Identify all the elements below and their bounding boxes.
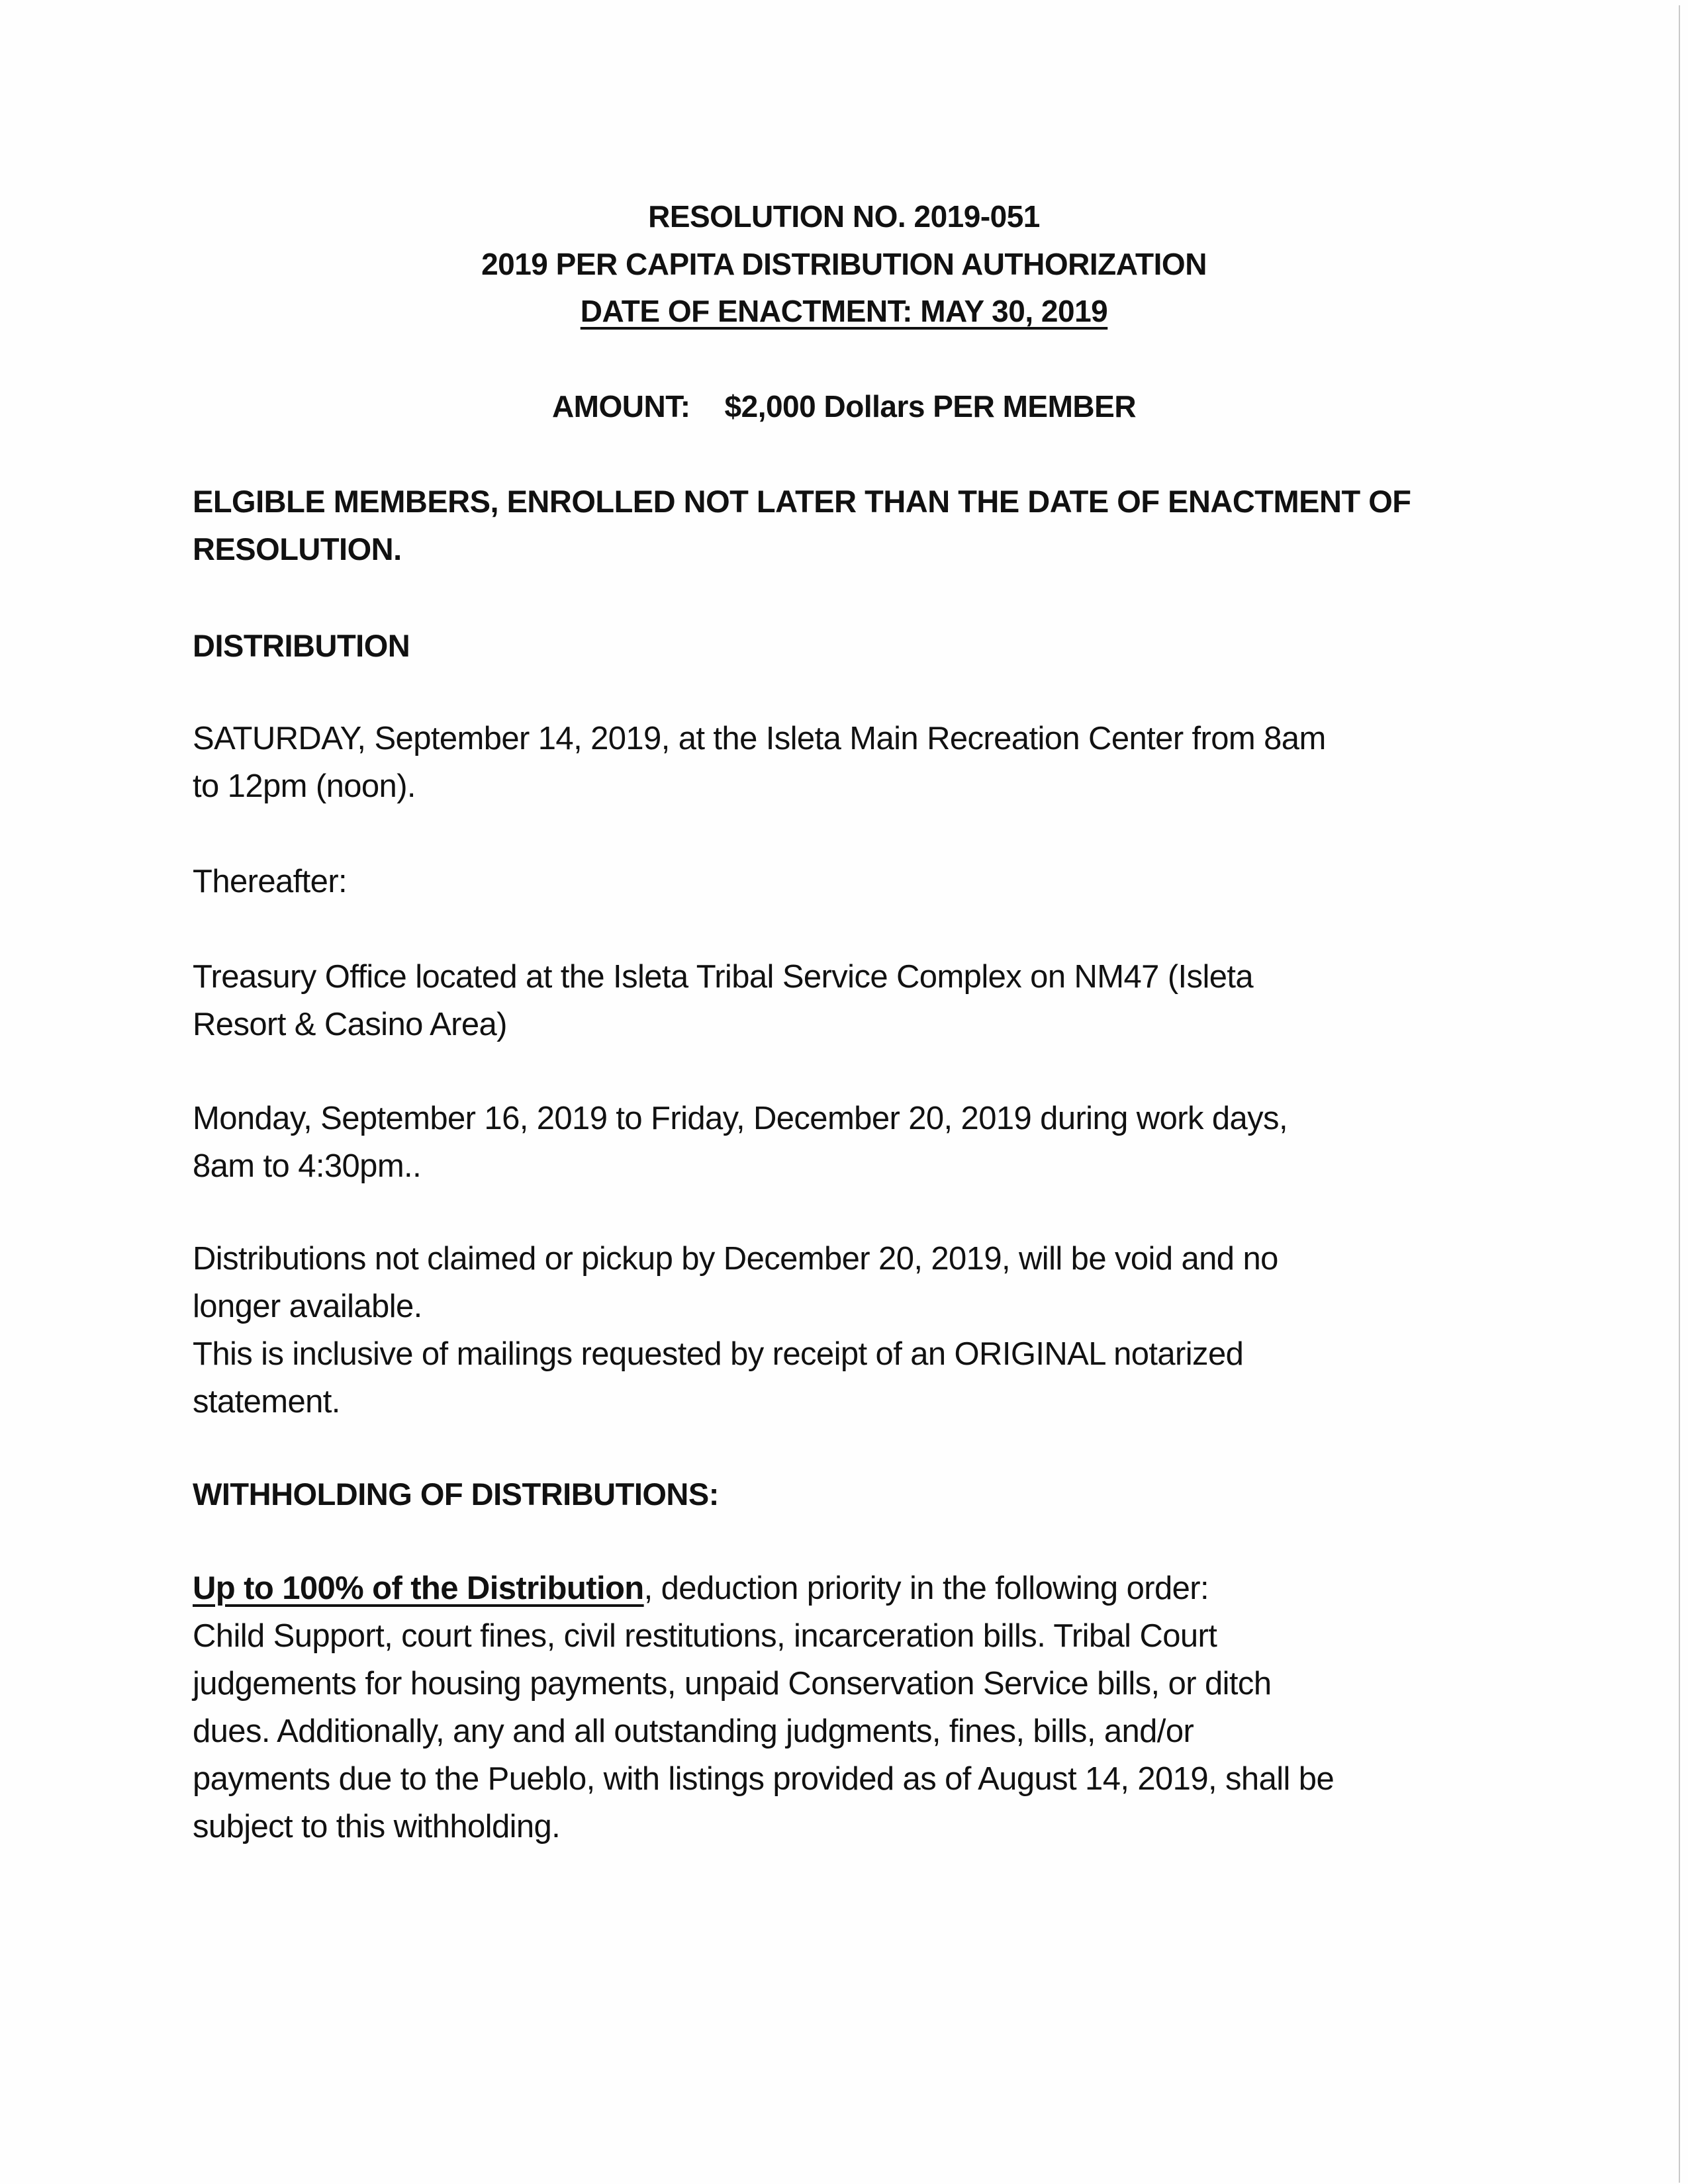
void-line: statement. (193, 1384, 340, 1420)
weekday-line: Monday, September 16, 2019 to Friday, December 20, 2019 during work days, (193, 1101, 1288, 1136)
weekday-line: 8am to 4:30pm.. (193, 1148, 422, 1184)
amount-label: AMOUNT: (551, 389, 690, 424)
thereafter-label (193, 858, 347, 905)
void-notice (193, 1235, 1278, 1426)
enactment-date-text: DATE OF ENACTMENT: MAY 30, 2019 (580, 294, 1108, 328)
eligibility-statement (193, 478, 1411, 573)
saturday-distribution (193, 715, 1326, 810)
void-line: This is inclusive of mailings requested by receipt of an ORIGINAL notarized (193, 1336, 1244, 1372)
eligibility-line: ELGIBLE MEMBERS, ENROLLED NOT LATER THAN THE DATE OF ENACTMENT OF (193, 484, 1411, 519)
amount-value: $2,000 Dollars PER MEMBER (724, 389, 1137, 424)
withholding-body (193, 1565, 1334, 1850)
amount-line (0, 388, 1688, 424)
treasury-office-location (193, 953, 1253, 1048)
withholding-line: judgements for housing payments, unpaid Conservation Service bills, or ditch (193, 1666, 1272, 1702)
scan-edge-shadow (1679, 5, 1680, 2183)
withholding-heading-text: WITHHOLDING OF DISTRIBUTIONS: (193, 1477, 719, 1512)
withholding-lead-rest: , deduction priority in the following order: (643, 1570, 1209, 1606)
void-line: longer available. (193, 1289, 422, 1324)
treasury-line: Treasury Office located at the Isleta Tribal Service Complex on NM47 (Isleta (193, 959, 1254, 995)
enactment-date (0, 293, 1688, 329)
withholding-line: payments due to the Pueblo, with listings provided as of August 14, 2019, shall be (193, 1761, 1335, 1797)
withholding-lead-line (193, 1565, 1334, 1612)
distribution-heading (193, 622, 410, 670)
distribution-heading-text: DISTRIBUTION (193, 628, 410, 663)
void-line: Distributions not claimed or pickup by December 20, 2019, will be void and no (193, 1241, 1278, 1277)
document-title: 2019 PER CAPITA DISTRIBUTION AUTHORIZATION (481, 247, 1207, 281)
withholding-line: dues. Additionally, any and all outstanding judgments, fines, bills, and/or (193, 1713, 1194, 1749)
resolution-number: RESOLUTION NO. 2019-051 (648, 199, 1040, 234)
withholding-lead-underlined: Up to 100% of the Distribution (193, 1570, 644, 1606)
weekday-schedule (193, 1095, 1288, 1190)
eligibility-line: RESOLUTION. (193, 531, 402, 567)
saturday-line: SATURDAY, September 14, 2019, at the Isleta Main Recreation Center from 8am (193, 721, 1326, 756)
withholding-heading (193, 1471, 719, 1518)
withholding-line: Child Support, court fines, civil restitutions, incarceration bills. Tribal Court (193, 1618, 1217, 1654)
thereafter-text: Thereafter: (193, 864, 348, 899)
treasury-line: Resort & Casino Area) (193, 1007, 507, 1042)
withholding-line: subject to this withholding. (193, 1809, 561, 1844)
saturday-line: to 12pm (noon). (193, 768, 416, 804)
